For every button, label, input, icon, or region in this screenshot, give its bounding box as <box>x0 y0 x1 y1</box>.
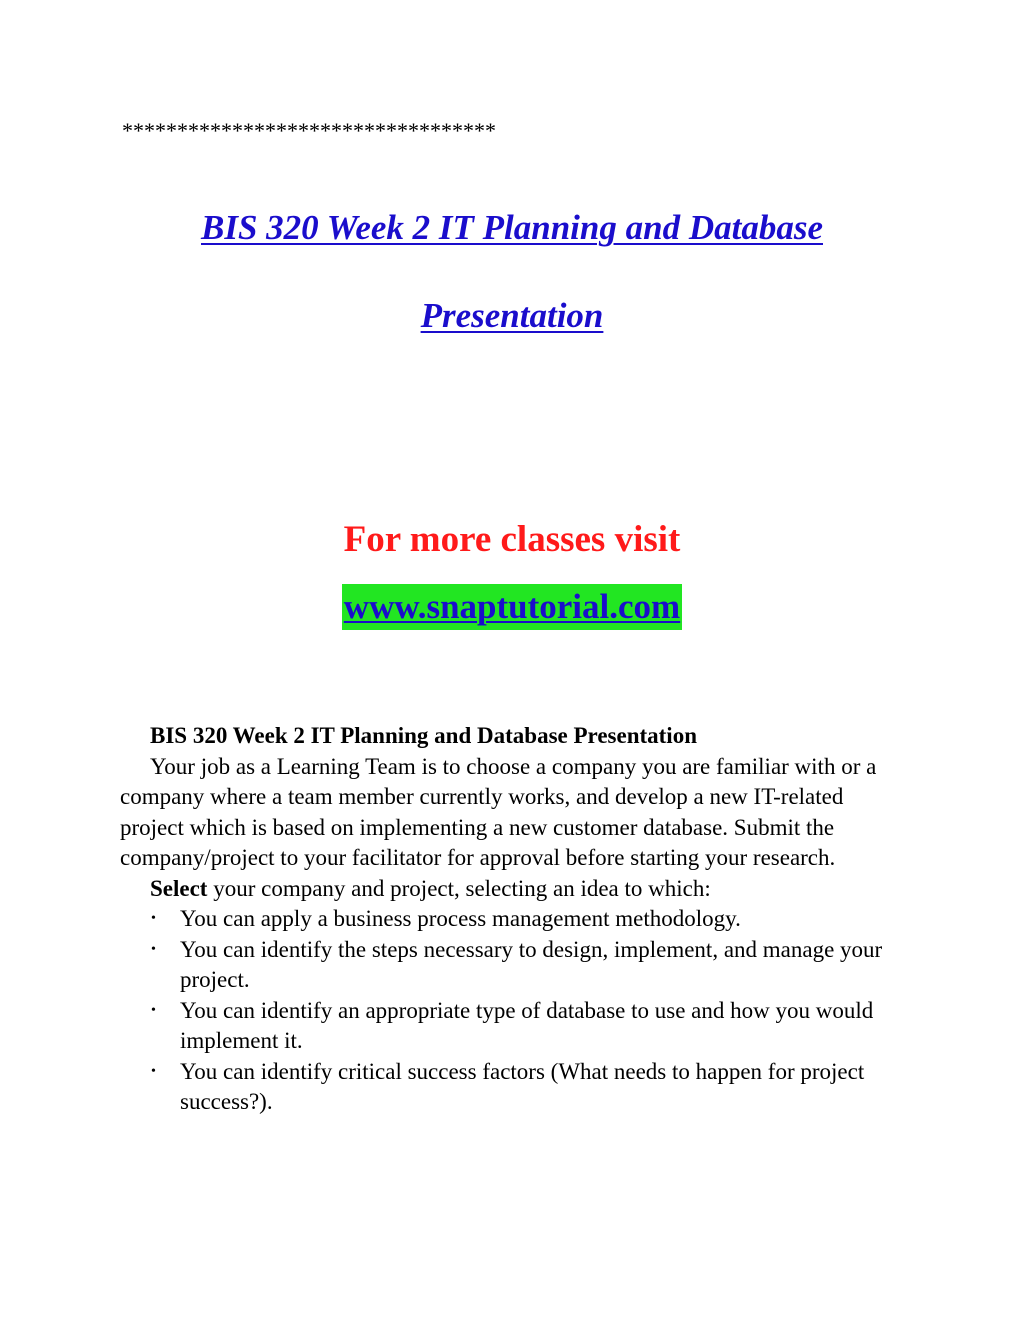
promo-text: For more classes visit <box>343 519 681 560</box>
bullet-icon: • <box>151 941 156 957</box>
bullet-icon: • <box>151 1002 156 1018</box>
list-item <box>120 1057 910 1118</box>
intro-paragraph: Your job as a Learning Team is to choose a company you are familiar with or a company where a team member currently works, and develop a new IT-related project which is based on implementing a new customer database. Submit the company/project to your facilitator for approval before starting your research. <box>120 753 877 870</box>
document-body <box>120 721 910 1118</box>
snaptutorial-link[interactable]: www.snaptutorial.com <box>342 584 682 630</box>
list-item-text: You can identify critical success factors (What needs to happen for project success?). <box>180 1058 865 1114</box>
list-item <box>120 935 910 996</box>
list-item <box>120 996 910 1057</box>
title-link-line-1[interactable]: BIS 320 Week 2 IT Planning and Database <box>201 208 823 247</box>
section-heading: BIS 320 Week 2 IT Planning and Database Presentation <box>150 723 697 748</box>
list-item-text: You can identify the steps necessary to design, implement, and manage your project. <box>180 936 883 992</box>
title-link-line-2[interactable]: Presentation <box>420 296 604 335</box>
site-link-container <box>0 584 1024 630</box>
bullet-icon: • <box>151 1063 156 1079</box>
select-paragraph <box>120 874 910 905</box>
select-bold: Select <box>150 875 208 901</box>
separator-stars: ********************************** <box>122 118 496 143</box>
requirements-list <box>120 904 910 1118</box>
list-item <box>120 904 910 935</box>
list-item-text: You can identify an appropriate type of database to use and how you would implement it. <box>180 997 874 1053</box>
bullet-icon: • <box>151 911 156 926</box>
list-item-text: You can apply a business process management methodology. <box>180 906 741 931</box>
select-rest: your company and project, selecting an idea to which: <box>207 875 711 901</box>
